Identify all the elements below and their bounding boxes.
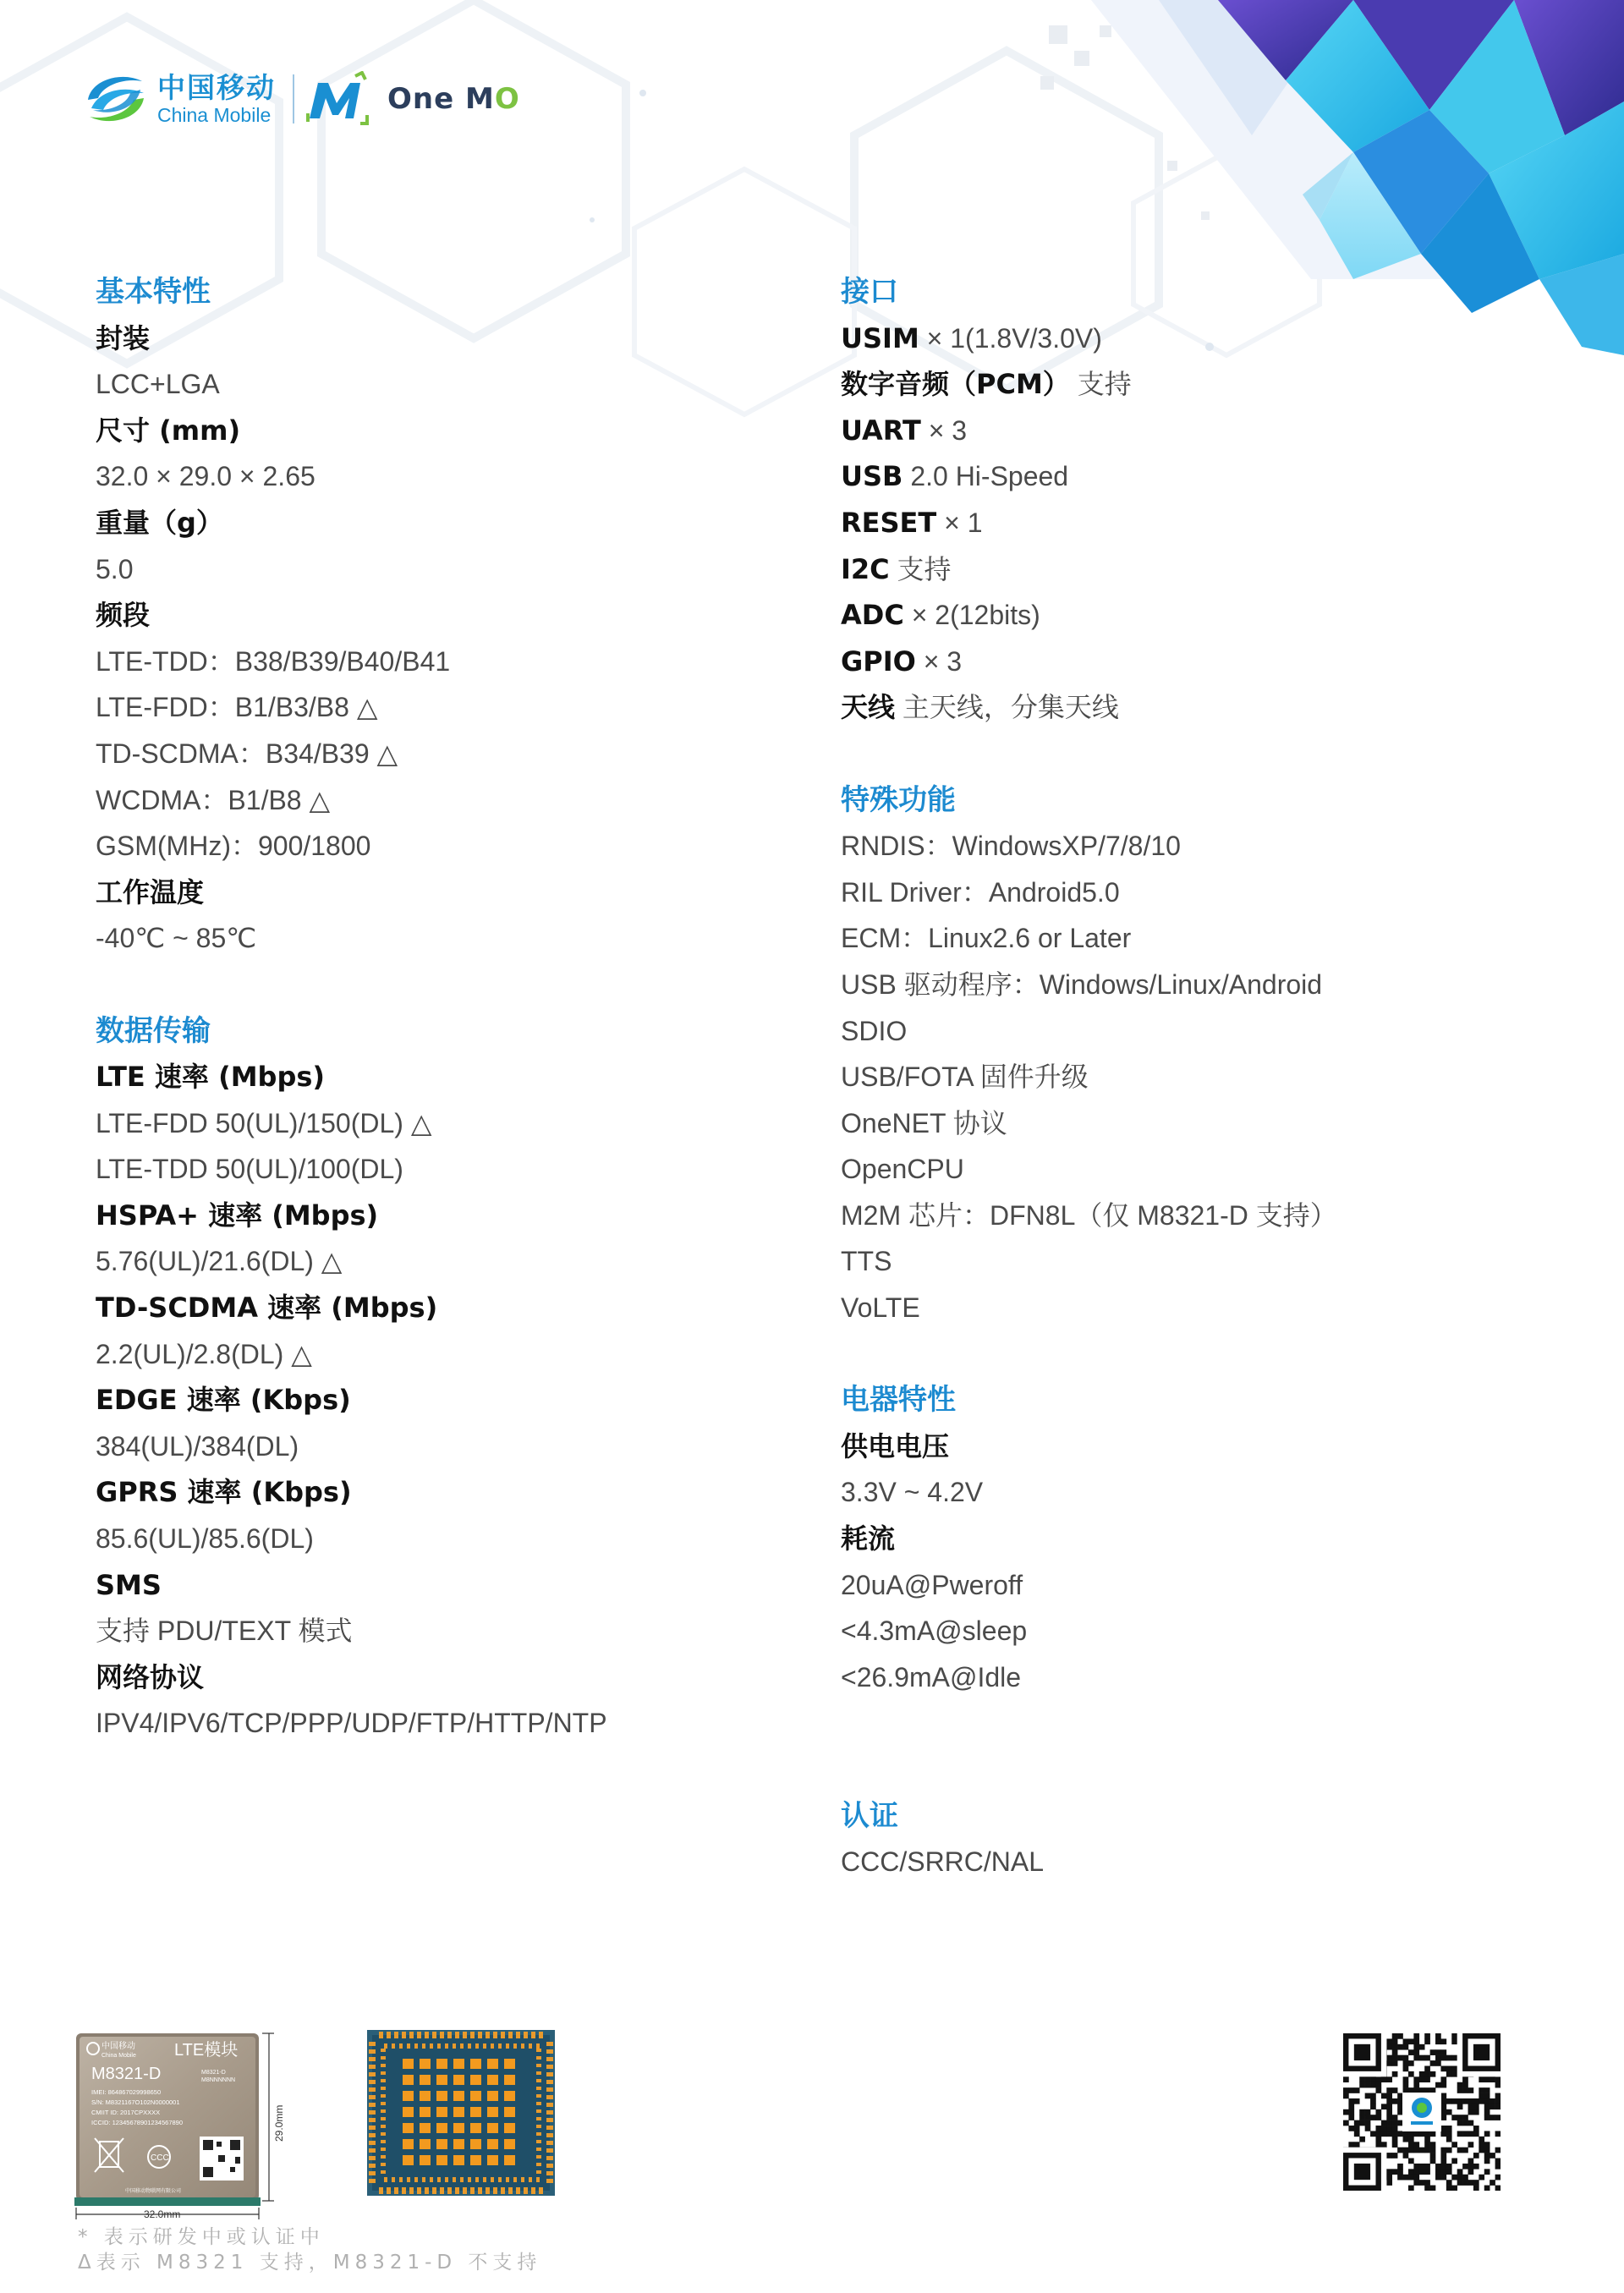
- brand-en: China Mobile: [157, 103, 272, 126]
- right-spec-value: <4.3mA@sleep: [841, 1616, 1028, 1647]
- onemo-m-icon: [306, 71, 372, 127]
- right-spec-value: SDIO: [841, 1015, 908, 1046]
- left-spec-label: GPRS 速率 (Kbps): [96, 1476, 352, 1509]
- right-spec-label: USB 2.0 Hi-Speed: [841, 460, 1069, 493]
- right-spec-label: 耗流: [841, 1522, 896, 1555]
- left-spec-value: LTE-TDD：B38/B39/B40/B41: [96, 645, 451, 677]
- left-spec-value: 2.2(UL)/2.8(DL) △: [96, 1338, 312, 1369]
- qr-code: [1343, 2033, 1501, 2191]
- right-spec-value: RNDIS：WindowsXP/7/8/10: [841, 831, 1181, 862]
- left-section-heading: 基本特性: [96, 275, 211, 309]
- svg-text:CCC: CCC: [151, 2153, 169, 2163]
- right-spec-value: ECM：Linux2.6 or Later: [841, 923, 1132, 954]
- left-spec-label: 尺寸 (mm): [96, 414, 241, 447]
- right-spec-value: 20uA@Pweroff: [841, 1569, 1023, 1600]
- left-spec-label: 网络协议: [96, 1660, 205, 1693]
- left-spec-value: 85.6(UL)/85.6(DL): [96, 1523, 314, 1555]
- left-spec-label: 工作温度: [96, 875, 205, 908]
- logo-divider: [293, 74, 294, 123]
- left-spec-value: 支持 PDU/TEXT 模式: [96, 1616, 353, 1647]
- module-iccid: ICCID: 12345678901234567890: [91, 2119, 184, 2126]
- right-spec-label: 天线 主天线，分集天线: [841, 691, 1119, 724]
- module-photo: [74, 2032, 311, 2226]
- module-manufacturer: 中国移动物联网有限公司: [125, 2189, 182, 2194]
- left-spec-value: GSM(MHz)：900/1800: [96, 831, 371, 862]
- left-spec-value: IPV4/IPV6/TCP/PPP/UDP/FTP/HTTP/NTP: [96, 1708, 607, 1739]
- left-spec-label: EDGE 速率 (Kbps): [96, 1384, 351, 1417]
- module-title: LTE模块: [174, 2041, 239, 2060]
- left-spec-value: LCC+LGA: [96, 369, 220, 400]
- china-mobile-swirl-icon: [83, 69, 149, 129]
- left-column: [96, 269, 806, 1747]
- right-section-heading: 电器特性: [841, 1383, 956, 1418]
- right-spec-value: M2M 芯片：DFN8L（仅 M8321-D 支持）: [841, 1199, 1337, 1231]
- right-spec-value: USB 驱动程序：Windows/Linux/Android: [841, 968, 1323, 1000]
- right-spec-label: I2C 支持: [841, 552, 952, 585]
- height-label: 29.0mm: [273, 2104, 285, 2142]
- module-pad-layout: [367, 2030, 555, 2196]
- left-spacer: [96, 962, 806, 1008]
- right-spacer: [841, 731, 1551, 777]
- module-model: M8321-D: [91, 2065, 162, 2083]
- left-spec-value: LTE-TDD 50(UL)/100(DL): [96, 1154, 403, 1185]
- right-spec-label: UART × 3: [841, 414, 968, 447]
- module-model-small-2: M8NNNNNN: [201, 2077, 236, 2083]
- left-spec-label: SMS: [96, 1568, 162, 1601]
- left-spec-value: WCDMA：B1/B8 △: [96, 784, 331, 815]
- right-spec-label: GPIO × 3: [841, 645, 963, 677]
- right-section-heading: 认证: [841, 1798, 898, 1833]
- right-column: [841, 269, 1551, 1885]
- left-section-heading: 数据传输: [96, 1013, 211, 1048]
- right-section-heading: 特殊功能: [841, 782, 956, 817]
- right-spec-label: USIM × 1(1.8V/3.0V): [841, 321, 1102, 354]
- module-brand-en: China Mobile: [102, 2053, 136, 2059]
- right-spec-value: 3.3V ~ 4.2V: [841, 1477, 984, 1508]
- left-spec-label: 封装: [96, 321, 151, 354]
- right-spec-label: RESET × 1: [841, 506, 983, 539]
- left-spec-value: 5.76(UL)/21.6(DL) △: [96, 1246, 343, 1277]
- module-imei: IMEI: 864867029998650: [91, 2088, 162, 2096]
- left-spec-value: 5.0: [96, 553, 134, 584]
- right-spacer: [841, 1700, 1551, 1747]
- right-spec-value: RIL Driver：Android5.0: [841, 876, 1120, 908]
- right-spec-value: <26.9mA@Idle: [841, 1661, 1022, 1692]
- brand-zh: 中国移动: [157, 70, 276, 104]
- width-label: 32.0mm: [144, 2208, 181, 2220]
- right-spec-value: VoLTE: [841, 1292, 920, 1324]
- onemo-wordmark: One MO: [387, 82, 520, 116]
- left-spec-label: 重量（g）: [96, 506, 223, 539]
- module-sn: S/N: M8321167O102N0000001: [91, 2098, 180, 2106]
- right-spec-label: 供电电压: [841, 1429, 950, 1462]
- left-spec-value: LTE-FDD：B1/B3/B8 △: [96, 692, 378, 723]
- module-qr-icon: [200, 2137, 244, 2181]
- left-spec-label: HSPA+ 速率 (Mbps): [96, 1199, 379, 1232]
- right-spacer: [841, 1747, 1551, 1793]
- footnote-triangle: Δ表示 M8321 支持，M8321-D 不支持: [78, 2252, 542, 2274]
- left-spec-label: LTE 速率 (Mbps): [96, 1061, 326, 1094]
- right-spec-value: USB/FOTA 固件升级: [841, 1061, 1089, 1093]
- right-spec-value: OpenCPU: [841, 1154, 964, 1185]
- footnote-in-development: * 表示研发中或认证中: [78, 2226, 325, 2248]
- footnotes: [78, 2224, 541, 2275]
- right-section-heading: 接口: [841, 275, 898, 309]
- right-spec-label: 数字音频（PCM） 支持: [841, 368, 1132, 401]
- left-spec-label: 频段: [96, 599, 151, 632]
- module-brand-zh: 中国移动: [102, 2042, 135, 2051]
- right-spec-value: TTS: [841, 1246, 892, 1277]
- left-spec-value: 384(UL)/384(DL): [96, 1430, 299, 1462]
- right-spec-label: ADC × 2(12bits): [841, 599, 1040, 632]
- china-mobile-logo: [83, 69, 276, 129]
- left-spec-label: TD-SCDMA 速率 (Mbps): [96, 1292, 438, 1325]
- right-spec-value: OneNET 协议: [841, 1107, 1007, 1138]
- left-spec-value: TD-SCDMA：B34/B39 △: [96, 738, 398, 769]
- module-model-small-1: M8321-D: [201, 2070, 226, 2076]
- header: [83, 69, 520, 129]
- left-spec-value: LTE-FDD 50(UL)/150(DL) △: [96, 1107, 432, 1138]
- right-spacer: [841, 1331, 1551, 1378]
- left-spec-value: -40℃ ~ 85℃: [96, 923, 257, 954]
- right-spec-value: CCC/SRRC/NAL: [841, 1846, 1045, 1878]
- module-cmiit: CMIIT ID: 2017CPXXXX: [91, 2109, 161, 2116]
- left-spec-value: 32.0 × 29.0 × 2.65: [96, 461, 315, 492]
